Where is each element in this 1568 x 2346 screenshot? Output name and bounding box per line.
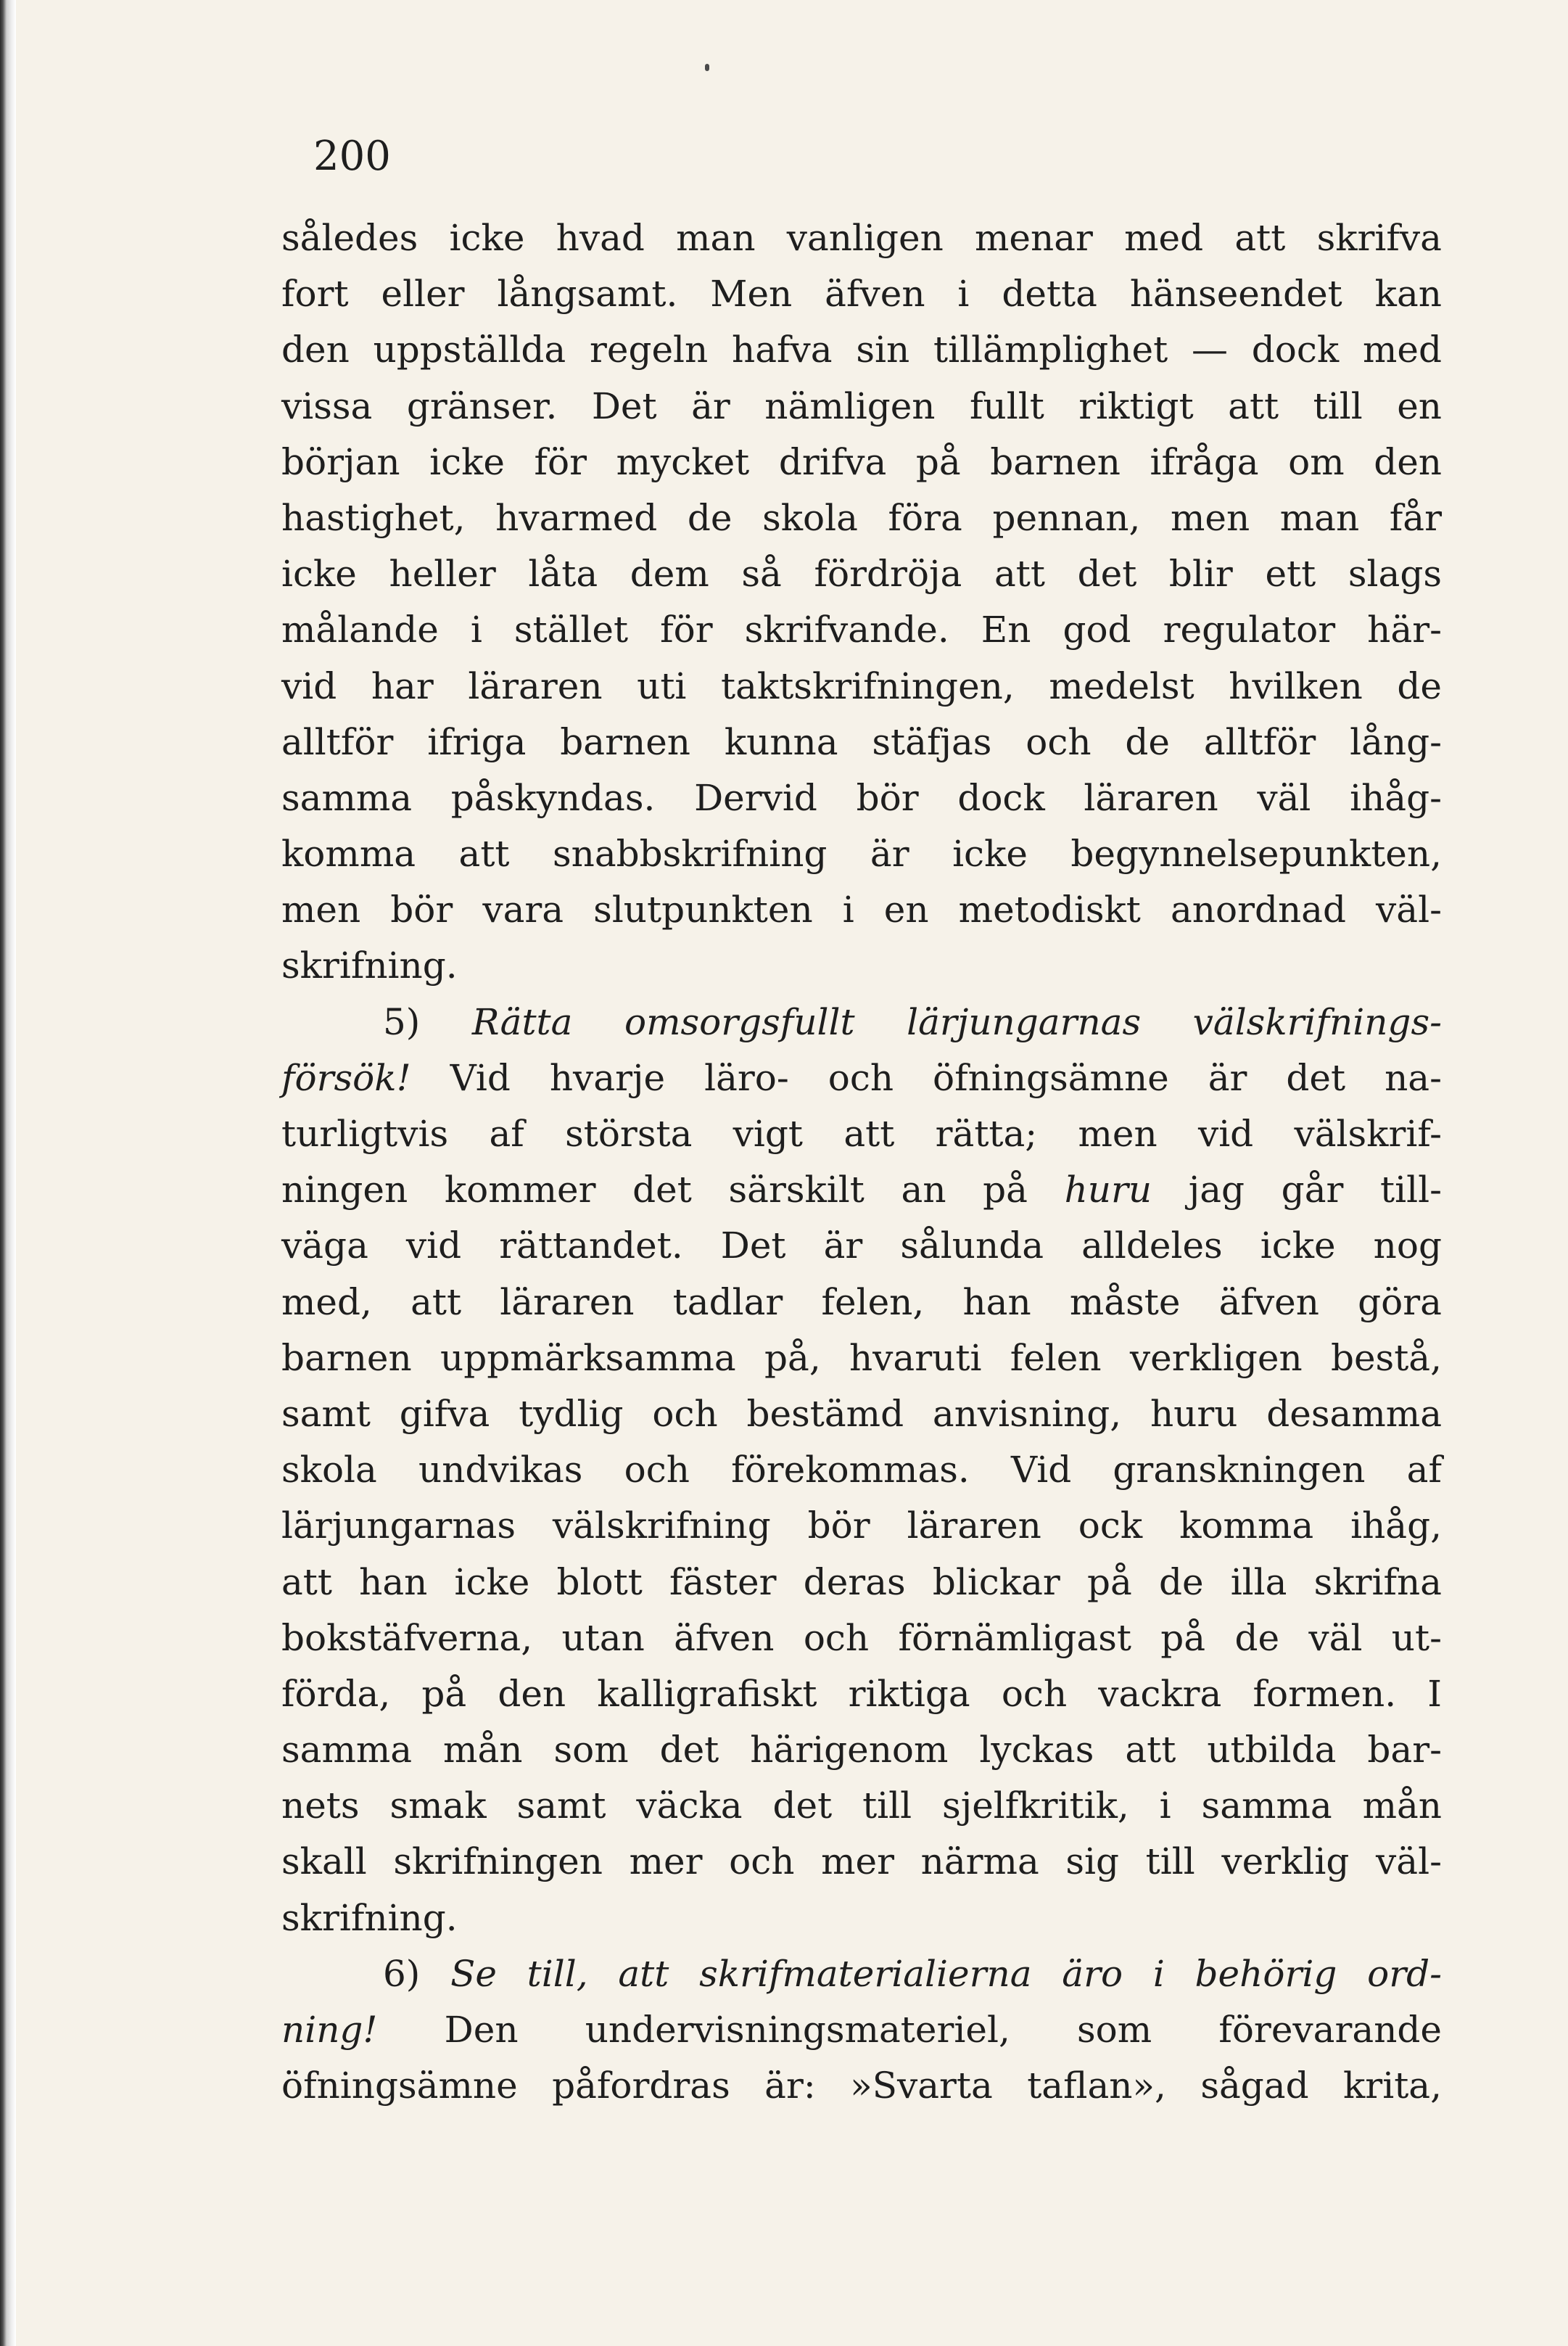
text-line: skall skrifningen mer och mer närma sig till verklig väl- xyxy=(281,1840,1442,1883)
text-line: bokstäfverna, utan äfven och förnämligast på de väl ut- xyxy=(281,1616,1442,1659)
text-line: med, att läraren tadlar felen, han måste äfven göra xyxy=(281,1280,1442,1323)
text-line: den uppställda regeln hafva sin tillämplighet — dock med xyxy=(281,329,1442,371)
text-line: alltför ifriga barnen kunna stäfjas och de alltför lång- xyxy=(281,720,1442,763)
text-line: skrifning. xyxy=(281,944,458,987)
text-line: försök! Vid hvarje läro- och öfningsämne är det na- xyxy=(281,1056,1442,1099)
text-line: fort eller långsamt. Men äfven i detta hänseendet kan xyxy=(281,273,1442,316)
list-item-6-heading: 6) Se till, att skrifmaterialierna äro i behörig ord- xyxy=(383,1952,1442,1995)
text-line: men bör vara slutpunkten i en metodiskt anordnad väl- xyxy=(281,889,1442,931)
text-line: hastighet, hvarmed de skola föra pennan, men man får xyxy=(281,496,1442,539)
text-line: turligtvis af största vigt att rätta; men vid välskrif- xyxy=(281,1113,1442,1155)
text-line: vid har läraren uti taktskrifningen, medelst hvilken de xyxy=(281,664,1442,707)
text-line: komma att snabbskrifning är icke begynnelsepunkten, xyxy=(281,833,1442,876)
page-number: 200 xyxy=(313,133,391,180)
text-line: ning! Den undervisningsmateriel, som förevarande xyxy=(281,2009,1442,2051)
text-line: väga vid rättandet. Det är sålunda alldeles icke nog xyxy=(281,1225,1442,1267)
book-binding-edge xyxy=(0,0,16,2346)
text-line: skola undvikas och förekommas. Vid granskningen af xyxy=(281,1449,1442,1491)
text-line: ningen kommer det särskilt an på huru jag går till- xyxy=(281,1169,1442,1211)
text-line: nets smak samt väcka det till sjelfkritik, i samma mån xyxy=(281,1785,1442,1827)
text-line: samma påskyndas. Dervid bör dock läraren väl ihåg- xyxy=(281,776,1442,819)
text-line: skrifning. xyxy=(281,1896,458,1939)
text-line: att han icke blott fäster deras blickar på de illa skrifna xyxy=(281,1560,1442,1603)
text-line: målande i stället för skrifvande. En god regulator här- xyxy=(281,609,1442,651)
text-line: vissa gränser. Det är nämligen fullt riktigt att till en xyxy=(281,384,1442,427)
text-line: samma mån som det härigenom lyckas att utbilda bar- xyxy=(281,1729,1442,1771)
text-line: lärjungarnas välskrifning bör läraren ock komma ihåg, xyxy=(281,1505,1442,1547)
text-line: samt gifva tydlig och bestämd anvisning, huru desamma xyxy=(281,1392,1442,1435)
text-line: förda, på den kalligrafiskt riktiga och vackra formen. I xyxy=(281,1672,1442,1715)
text-line: början icke för mycket drifva på barnen ifråga om den xyxy=(281,440,1442,483)
body-text xyxy=(281,210,1442,2114)
list-item-5-heading: 5) Rätta omsorgsfullt lärjungarnas välskrifnings- xyxy=(383,1000,1442,1043)
text-line: barnen uppmärksamma på, hvaruti felen verkligen bestå, xyxy=(281,1336,1442,1379)
text-line: således icke hvad man vanligen menar med att skrifva xyxy=(281,217,1442,259)
text-line: öfningsämne påfordras är: »Svarta taflan», sågad krita, xyxy=(281,2065,1442,2107)
ink-spot xyxy=(705,64,709,71)
text-line: icke heller låta dem så fördröja att det blir ett slags xyxy=(281,553,1442,596)
